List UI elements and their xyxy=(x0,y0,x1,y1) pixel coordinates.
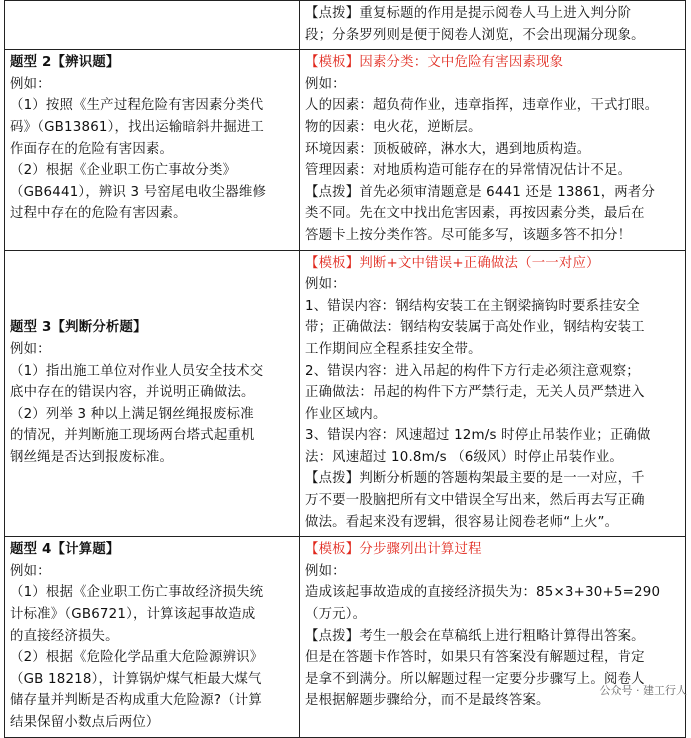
answer-line: 万不要一股脑把所有文中错误全写出来，然后再去写正确 xyxy=(305,493,645,509)
example-line: 结果保留小数点后两位） xyxy=(10,715,160,730)
example-line: 例如： xyxy=(10,76,51,92)
template-answer-cell xyxy=(300,537,686,737)
example-line: （1）按照《生产过程危险有害因素分类代 xyxy=(10,98,264,114)
template-title: 【模板】判断+文中错误+正确做法（一一对应） xyxy=(305,255,600,271)
watermark: 公众号 · 建工行人 xyxy=(599,684,687,697)
left-cell-empty xyxy=(5,1,300,50)
answer-line: 答题卡上按分类作答。尽可能多写，该题多答不扣分！ xyxy=(305,227,632,243)
answer-line: 【点拨】判断分析题的答题构架最主要的是一一对应，千 xyxy=(305,471,645,487)
template-answer-cell xyxy=(300,50,686,250)
answer-line: 工作期间应全程系挂安全带。 xyxy=(305,341,482,357)
answer-line: 作业区域内。 xyxy=(305,406,387,422)
answer-line: 【点拨】考生一般会在草稿纸上进行粗略计算得出答案。 xyxy=(305,628,645,644)
example-line: （2）列举 3 种以上满足钢丝绳报废标准 xyxy=(10,406,254,422)
template-answer-cell xyxy=(300,250,686,537)
table-row xyxy=(5,1,686,50)
example-line: 钢丝绳是否达到报废标准。 xyxy=(10,449,174,465)
example-line: 计标准》（GB6721），计算该起事故造成 xyxy=(10,607,256,623)
example-line: （1）根据《企业职工伤亡事故经济损失统 xyxy=(10,585,264,601)
answer-line: 管理因素：对地质构造可能存在的异常情况估计不足。 xyxy=(305,163,632,179)
example-line: 例如： xyxy=(10,563,51,579)
answer-line: 是根据解题步骤给分，而不是最终答案。 xyxy=(305,693,550,709)
example-line: 过程中存在的危险有害因素。 xyxy=(10,206,187,222)
answer-line: 做法。看起来没有逻辑，很容易让阅卷老师“上火”。 xyxy=(305,514,619,530)
answer-line: 正确做法：吊起的构件下方严禁行走，无关人员严禁进入 xyxy=(305,385,645,401)
table-row xyxy=(5,537,686,737)
example-line: 的直接经济损失。 xyxy=(10,628,119,644)
answer-line: 类不同。先在文中找出危害因素，再按因素分类，最后在 xyxy=(305,206,645,222)
answer-line: 例如： xyxy=(305,76,346,92)
question-type-cell xyxy=(5,250,300,537)
answer-line: 2、错误内容：进入吊起的构件下方行走必须注意观察； xyxy=(305,363,640,379)
template-title: 【模板】因素分类：文中危险有害因素现象 xyxy=(305,55,564,71)
answer-line: 人的因素：超负荷作业，违章指挥，违章作业，干式打眼。 xyxy=(305,98,659,114)
answer-line: 是拿不到满分。所以解题过程一定要分步骤写上。阅卷人 xyxy=(305,671,645,687)
right-cell-tip xyxy=(300,1,686,50)
answer-line: 法：风速超过 10.8m/s （6级风）时停止吊装作业。 xyxy=(305,449,624,465)
answer-line: 1、错误内容：钢结构安装工在主钢梁摘钩时要系挂安全 xyxy=(305,298,640,314)
answer-line: 造成该起事故造成的直接经济损失为：85×3+30+5=290 xyxy=(305,585,661,601)
answer-line: 但是在答题卡作答时，如果只有答案没有解题过程，肯定 xyxy=(305,650,645,666)
example-line: 例如： xyxy=(10,341,51,357)
example-line: 码》（GB13861），找出运输暗斜井掘进工 xyxy=(10,119,265,135)
example-line: （2）根据《企业职工伤亡事故分类》 xyxy=(10,163,237,179)
example-line: （2）根据《危险化学品重大危险源辨识》 xyxy=(10,650,264,666)
example-line: （GB6441），辨识 3 号窑尾电收尘器维修 xyxy=(10,184,267,200)
answer-line: 环境因素：顶板破碎，淋水大，遇到地质构造。 xyxy=(305,141,591,157)
exam-template-table xyxy=(4,0,686,738)
answer-line: （万元）。 xyxy=(305,607,367,623)
answer-line: 例如： xyxy=(305,563,346,579)
question-type-title: 题型 3【判断分析题】 xyxy=(10,320,147,336)
table-row xyxy=(5,250,686,537)
answer-line: 例如： xyxy=(305,277,346,293)
example-line: 储存量并判断是否构成重大危险源?（计算 xyxy=(10,693,262,709)
template-title: 【模板】分步骤列出计算过程 xyxy=(305,542,482,558)
example-line: 作面存在的危险有害因素。 xyxy=(10,141,174,157)
answer-line: 物的因素：电火花，逆断层。 xyxy=(305,119,482,135)
example-line: 底中存在的错误内容，并说明正确做法。 xyxy=(10,385,255,401)
example-line: （GB 18218），计算锅炉煤气柜最大煤气 xyxy=(10,671,262,687)
question-type-title: 题型 4【计算题】 xyxy=(10,542,120,558)
tip-line: 段；分条罗列则是便于阅卷人浏览，不会出现漏分现象。 xyxy=(305,27,645,43)
answer-line: 【点拨】首先必须审清题意是 6441 还是 13861，两者分 xyxy=(305,184,656,200)
example-line: （1）指出施工单位对作业人员安全技术交 xyxy=(10,363,264,379)
table-row xyxy=(5,50,686,250)
question-type-title: 题型 2【辨识题】 xyxy=(10,55,120,71)
question-type-cell xyxy=(5,50,300,250)
example-line: 的情况，并判断施工现场两台塔式起重机 xyxy=(10,428,255,444)
answer-line: 带；正确做法：钢结构安装属于高处作业，钢结构安装工 xyxy=(305,320,645,336)
answer-line: 3、错误内容：风速超过 12m/s 时停止吊装作业；正确做 xyxy=(305,428,651,444)
tip-line: 【点拨】重复标题的作用是提示阅卷人马上进入判分阶 xyxy=(305,6,632,21)
question-type-cell xyxy=(5,537,300,737)
